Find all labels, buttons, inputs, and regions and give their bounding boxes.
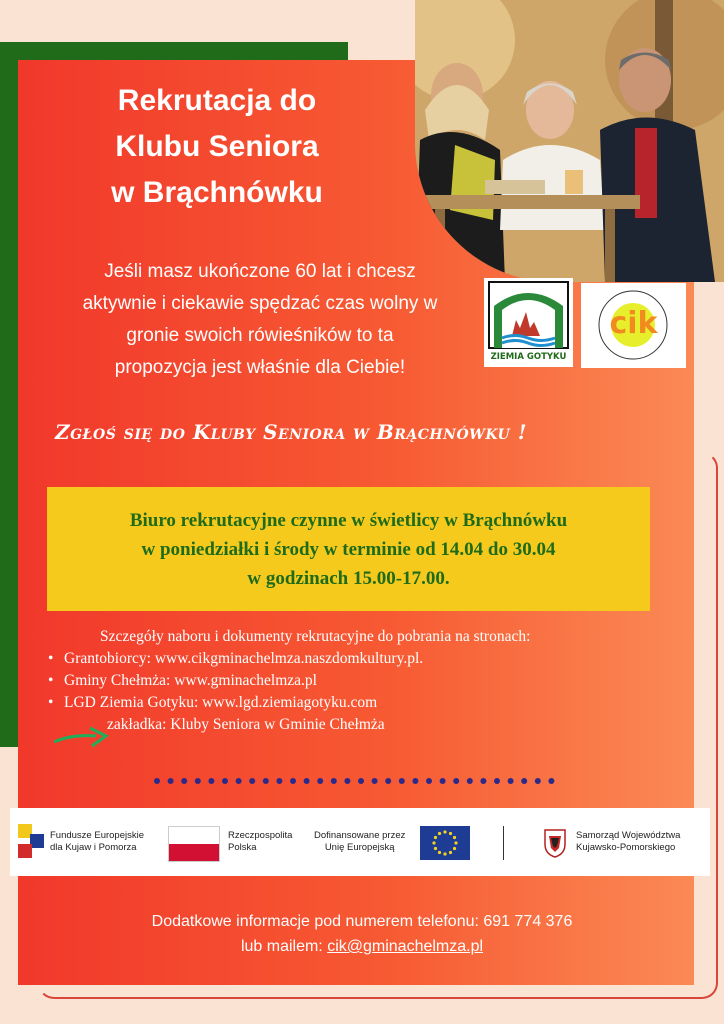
divider-dot <box>317 778 323 784</box>
divider-dot <box>263 778 269 784</box>
divider-dot <box>344 778 350 784</box>
cik-logo <box>581 283 686 368</box>
eu-star-icon <box>443 830 446 833</box>
list-item <box>46 670 530 692</box>
divider-dot <box>372 778 378 784</box>
link-gmina-chelmza[interactable]: Gminy Chełmża: www.gminachelmza.pl <box>64 672 317 689</box>
divider-dot <box>453 778 459 784</box>
cik-letters: cik <box>609 306 658 341</box>
list-item <box>46 692 530 714</box>
divider-dot <box>508 778 514 784</box>
divider-dot <box>494 778 500 784</box>
divider-dot <box>168 778 174 784</box>
divider-dot <box>195 778 201 784</box>
fundusze-europejskie-icon <box>18 824 44 858</box>
divider-dot <box>304 778 310 784</box>
ziemia-gotyku-label: ZIEMIA GOTYKU <box>490 352 567 362</box>
divider-dot <box>290 778 296 784</box>
recruitment-details <box>46 626 530 736</box>
divider-dot <box>358 778 364 784</box>
divider-dot <box>385 778 391 784</box>
office-line-3: w godzinach 15.00-17.00. <box>247 568 450 589</box>
divider-dot <box>535 778 541 784</box>
rp-label <box>228 830 292 854</box>
intro-line-3: gronie swoich rówieśników to ta <box>126 325 394 346</box>
eu-star-icon <box>453 836 456 839</box>
page-title <box>62 78 372 216</box>
dotted-divider <box>152 776 562 786</box>
contact-mail-prefix: lub mailem: <box>240 938 328 955</box>
links-list <box>46 648 530 714</box>
list-item <box>46 648 530 670</box>
sw-label <box>576 830 680 854</box>
divider-dot <box>548 778 554 784</box>
title-line-3: w Brąchnówku <box>111 176 323 209</box>
office-line-2: w poniedziałki i środy w terminie od 14.04 do 30.04 <box>141 539 556 560</box>
seniors-photo <box>415 0 724 282</box>
sw-line-1: Samorząd Województwa <box>576 830 681 841</box>
bullet-icon: • <box>48 650 54 667</box>
divider-dot <box>222 778 228 784</box>
funding-divider <box>503 826 504 860</box>
title-line-2: Klubu Seniora <box>115 130 319 163</box>
title-line-1: Rekrutacja do <box>117 84 317 117</box>
green-arrow-icon <box>52 724 110 750</box>
ue-line-1: Dofinansowane przez <box>314 830 406 841</box>
eu-star-icon <box>449 832 452 835</box>
intro-line-1: Jeśli masz ukończone 60 lat i chcesz <box>104 261 416 282</box>
divider-dot <box>467 778 473 784</box>
divider-dot <box>181 778 187 784</box>
bullet-icon: • <box>48 694 54 711</box>
fe-line-2: dla Kujaw i Pomorza <box>50 842 137 853</box>
divider-dot <box>412 778 418 784</box>
contact-info <box>0 909 724 959</box>
ue-label <box>314 830 405 854</box>
funding-bar <box>10 808 710 876</box>
office-hours-text <box>47 506 650 593</box>
sw-line-2: Kujawsko-Pomorskiego <box>576 842 676 853</box>
callout-headline: Zgłoś się do Kluby Seniora w Brąchnówku ! <box>55 420 527 444</box>
divider-dot <box>331 778 337 784</box>
contact-phone: Dodatkowe informacje pod numerem telefonu: 691 774 376 <box>151 913 573 930</box>
divider-dot <box>236 778 242 784</box>
divider-dot <box>154 778 160 784</box>
tab-note: zakładka: Kluby Seniora w Gminie Chełmża <box>107 716 385 733</box>
eu-star-icon <box>438 851 441 854</box>
email-link[interactable]: cik@gminachelmza.pl <box>327 938 484 955</box>
eu-star-icon <box>432 841 435 844</box>
fe-line-1: Fundusze Europejskie <box>50 830 144 841</box>
fe-label <box>50 830 144 854</box>
eu-flag-icon <box>420 826 470 860</box>
ziemia-gotyku-logo <box>484 278 573 367</box>
link-grantobiorcy[interactable]: Grantobiorcy: www.cikgminachelmza.naszdomkultury.pl. <box>64 650 424 667</box>
contact-mail-line <box>0 934 724 959</box>
ue-line-2: Unię Europejską <box>324 842 395 853</box>
link-lgd-ziemia-gotyku[interactable]: LGD Ziemia Gotyku: www.lgd.ziemiagotyku.com <box>64 694 378 711</box>
intro-text <box>45 256 475 384</box>
rp-line-1: Rzeczpospolita <box>228 830 293 841</box>
eu-star-icon <box>449 851 452 854</box>
details-heading: Szczegóły naboru i dokumenty rekrutacyjne do pobrania na stronach: <box>100 628 531 645</box>
divider-dot <box>440 778 446 784</box>
eu-star-icon <box>434 836 437 839</box>
divider-dot <box>480 778 486 784</box>
intro-line-4: propozycja jest właśnie dla Ciebie! <box>114 357 406 378</box>
eu-star-icon <box>443 852 446 855</box>
divider-dot <box>399 778 405 784</box>
eu-star-icon <box>434 847 437 850</box>
bullet-icon: • <box>48 672 54 689</box>
eu-star-icon <box>438 832 441 835</box>
divider-dot <box>276 778 282 784</box>
divider-dot <box>249 778 255 784</box>
polish-flag-icon <box>168 826 220 862</box>
office-hours-box <box>47 487 650 611</box>
divider-dot <box>521 778 527 784</box>
rp-line-2: Polska <box>228 842 257 853</box>
eu-star-icon <box>454 841 457 844</box>
divider-dot <box>208 778 214 784</box>
eu-star-icon <box>453 847 456 850</box>
office-line-1: Biuro rekrutacyjne czynne w świetlicy w Brąchnówku <box>129 510 568 531</box>
intro-line-2: aktywnie i ciekawie spędzać czas wolny w <box>82 293 438 314</box>
divider-dot <box>426 778 432 784</box>
kujawsko-pomorskie-crest-icon <box>543 828 567 858</box>
